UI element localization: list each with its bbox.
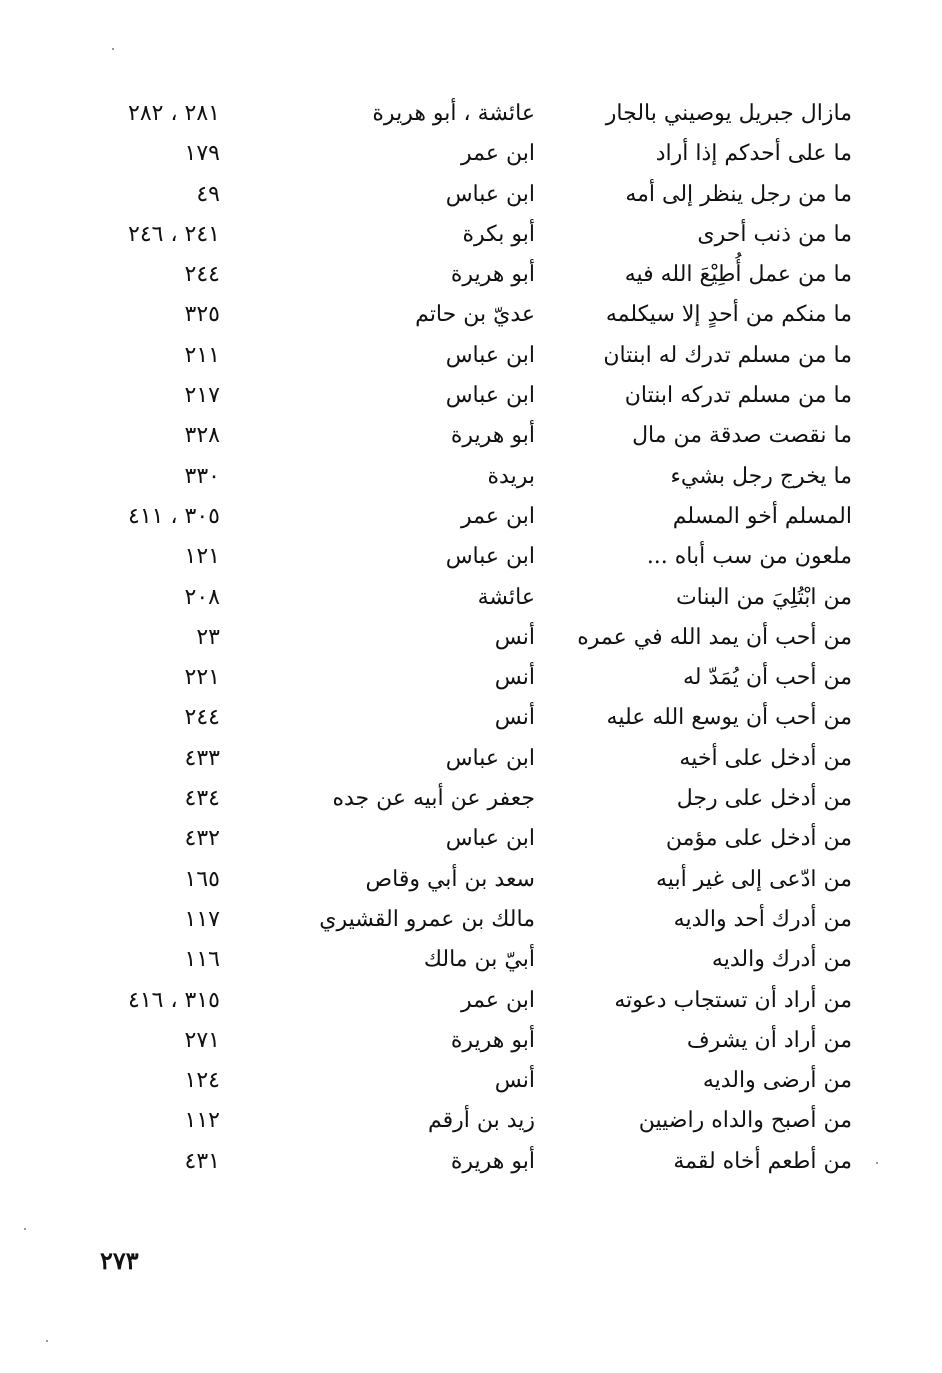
page-references: ٣١٥ ، ٤١٦ (128, 987, 220, 1013)
page-references: ١١٦ (184, 947, 220, 973)
narrator-name: أبو هريرة (450, 1148, 535, 1174)
hadith-text: ما منكم من أحدٍ إلا سيكلمه (605, 302, 852, 328)
narrator-name: ابن عباس (445, 383, 535, 409)
scan-speck (112, 48, 114, 50)
narrator-name: ابن عباس (445, 826, 535, 852)
page-references: ٤٣٢ (184, 826, 220, 852)
hadith-index-list (100, 94, 860, 1182)
page-references: ١١٢ (184, 1108, 220, 1134)
hadith-text: من أراد أن تستجاب دعوته (614, 987, 852, 1013)
index-row (100, 860, 860, 900)
hadith-text: من ابْتُلِيَ من البنات (675, 584, 852, 610)
hadith-text: ما من عمل أُطِيْعَ الله فيه (624, 262, 852, 288)
page-references: ٤٣٤ (184, 786, 220, 812)
page-references: ١٦٥ (184, 866, 220, 892)
index-row (100, 698, 860, 738)
index-row (100, 497, 860, 537)
narrator-name: جعفر عن أبيه عن جده (332, 786, 535, 812)
index-row (100, 537, 860, 577)
hadith-text: من أراد أن يشرف (686, 1027, 852, 1053)
hadith-text: من أطعم أخاه لقمة (673, 1148, 852, 1174)
page-references: ٤٣٣ (184, 745, 220, 771)
page-references: ٢٢١ (184, 665, 220, 691)
narrator-name: عائشة (477, 584, 535, 610)
page-references: ٢٤٤ (184, 262, 220, 288)
page-references: ٣٢٥ (184, 302, 220, 328)
page-references: ٢٤٤ (184, 705, 220, 731)
page-references: ٢٤١ ، ٢٤٦ (128, 221, 220, 247)
page-references: ١٧٩ (184, 141, 220, 167)
hadith-text: من أرضى والديه (702, 1068, 852, 1094)
hadith-text: المسلم أخو المسلم (672, 503, 852, 529)
index-row (100, 940, 860, 980)
index-row (100, 1101, 860, 1141)
index-row (100, 336, 860, 376)
index-row (100, 1142, 860, 1182)
hadith-text: من أصبح والداه راضيين (638, 1108, 852, 1134)
page-references: ٣٢٨ (184, 423, 220, 449)
scan-speck (24, 1228, 26, 1230)
page-references: ١١٧ (184, 906, 220, 932)
narrator-name: أبو هريرة (450, 423, 535, 449)
hadith-text: ملعون من سب أباه ... (646, 544, 852, 570)
page-references: ٤٣١ (184, 1148, 220, 1174)
index-row (100, 900, 860, 940)
hadith-text: ما من ذنب أحرى (697, 221, 852, 247)
hadith-text: ما على أحدكم إذا أراد (655, 141, 852, 167)
narrator-name: ابن عباس (445, 544, 535, 570)
hadith-text: ما من مسلم تدرك له ابنتان (603, 342, 852, 368)
narrator-name: زيد بن أرقم (427, 1108, 535, 1134)
hadith-text: ما يخرج رجل بشيء (670, 463, 852, 489)
index-row (100, 779, 860, 819)
scan-speck (876, 1162, 878, 1164)
hadith-text: من ادّعى إلى غير أبيه (656, 866, 852, 892)
hadith-text: ما نقصت صدقة من مال (632, 423, 852, 449)
hadith-text: من أدخل على رجل (676, 786, 852, 812)
index-row (100, 134, 860, 174)
index-row (100, 1061, 860, 1101)
index-row (100, 175, 860, 215)
narrator-name: عديّ بن حاتم (415, 302, 535, 328)
index-row (100, 215, 860, 255)
narrator-name: ابن عمر (461, 141, 535, 167)
hadith-text: ما من رجل ينظر إلى أمه (625, 181, 852, 207)
narrator-name: ابن عمر (461, 503, 535, 529)
narrator-name: بريدة (487, 463, 535, 489)
narrator-name: أبو بكرة (462, 221, 535, 247)
index-row (100, 295, 860, 335)
hadith-text: من أدرك أحد والديه (673, 906, 852, 932)
page-number: ٢٧٣ (100, 1246, 139, 1275)
narrator-name: عائشة ، أبو هريرة (372, 101, 535, 126)
page-references: ٢٧١ (184, 1027, 220, 1053)
narrator-name: أنس (494, 1068, 535, 1094)
page-references: ٢٠٨ (184, 584, 220, 610)
index-row (100, 658, 860, 698)
narrator-name: ابن عمر (461, 987, 535, 1013)
page-references: ٢٨١ ، ٢٨٢ (128, 101, 220, 126)
index-row (100, 416, 860, 456)
index-row (100, 1021, 860, 1061)
index-row (100, 819, 860, 859)
index-row (100, 457, 860, 497)
hadith-text: من أحب أن يُمَدّ له (683, 665, 852, 691)
narrator-name: أنس (494, 665, 535, 691)
page-references: ٣٠٥ ، ٤١١ (128, 503, 220, 529)
narrator-name: ابن عباس (445, 181, 535, 207)
index-row (100, 618, 860, 658)
narrator-name: ابن عباس (445, 342, 535, 368)
narrator-name: مالك بن عمرو القشيري (319, 906, 535, 932)
hadith-text: من أدخل على مؤمن (665, 826, 852, 852)
index-row (100, 376, 860, 416)
page-references: ١٢٤ (184, 1068, 220, 1094)
narrator-name: أنس (494, 624, 535, 650)
page-references: ٣٣٠ (184, 463, 220, 489)
page-references: ٢١١ (184, 342, 220, 368)
page-references: ٢٣ (196, 624, 220, 650)
index-row (100, 94, 860, 134)
hadith-text: من أدخل على أخيه (679, 745, 852, 771)
index-row (100, 578, 860, 618)
narrator-name: أبو هريرة (450, 1027, 535, 1053)
hadith-text: من أحب أن يوسع الله عليه (606, 705, 852, 731)
hadith-text: مازال جبريل يوصيني بالجار (605, 101, 852, 126)
page-references: ٢١٧ (184, 383, 220, 409)
hadith-text: ما من مسلم تدركه ابنتان (624, 383, 852, 409)
index-row (100, 739, 860, 779)
index-row (100, 255, 860, 295)
page-references: ١٢١ (184, 544, 220, 570)
narrator-name: أبيّ بن مالك (423, 947, 535, 973)
page-references: ٤٩ (196, 181, 220, 207)
narrator-name: أبو هريرة (450, 262, 535, 288)
narrator-name: سعد بن أبي وقاص (365, 866, 535, 892)
hadith-text: من أحب أن يمد الله في عمره (577, 624, 852, 650)
narrator-name: أنس (494, 705, 535, 731)
narrator-name: ابن عباس (445, 745, 535, 771)
scan-speck (46, 1340, 48, 1342)
index-row (100, 981, 860, 1021)
hadith-text: من أدرك والديه (711, 947, 852, 973)
